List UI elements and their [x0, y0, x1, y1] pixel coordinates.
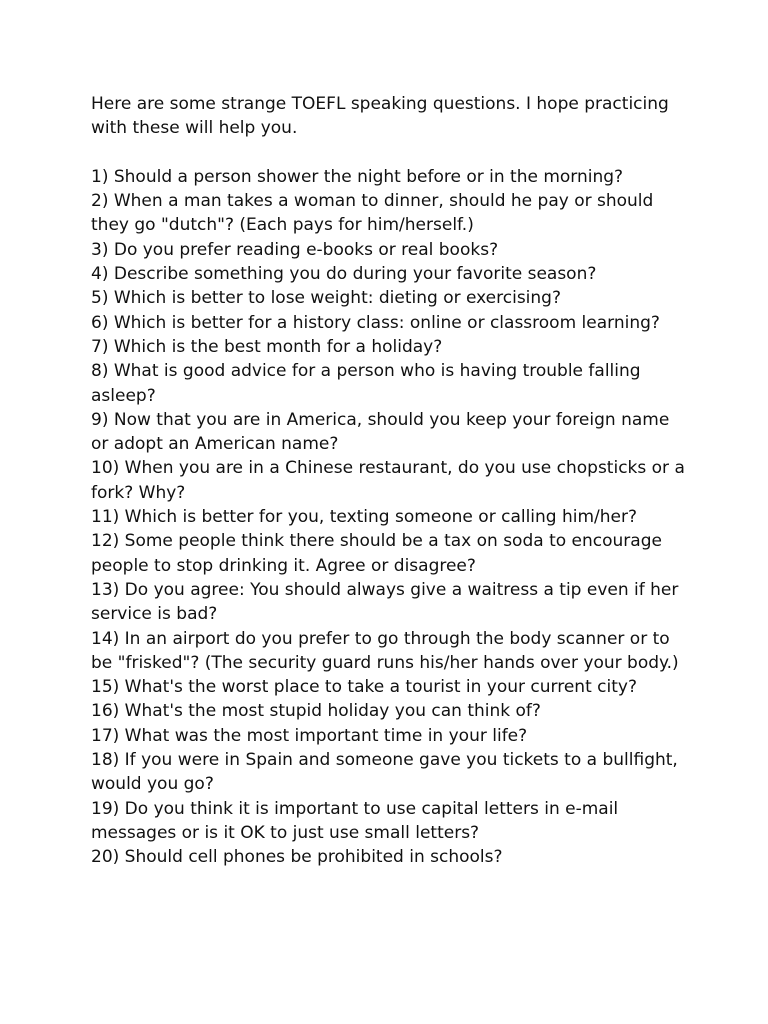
question-item: 3) Do you prefer reading e-books or real books?	[91, 239, 499, 260]
question-item: 11) Which is better for you, texting someone or calling him/her?	[91, 507, 638, 528]
question-item: 5) Which is better to lose weight: dieting or exercising?	[91, 288, 561, 309]
question-item: 17) What was the most important time in your life?	[91, 725, 528, 746]
question-item: 18) If you were in Spain and someone gave you tickets to a bullfight, would you go?	[91, 750, 678, 795]
question-item: 10) When you are in a Chinese restaurant, do you use chopsticks or a fork? Why?	[91, 458, 685, 503]
intro-paragraph: Here are some strange TOEFL speaking questions. I hope practicing with these will help you.	[91, 94, 669, 139]
question-item: 7) Which is the best month for a holiday?	[91, 336, 443, 357]
question-item: 15) What's the worst place to take a tourist in your current city?	[91, 677, 637, 698]
document-body	[91, 92, 691, 870]
question-item: 19) Do you think it is important to use capital letters in e-mail messages or is it OK to just use small letters?	[91, 798, 619, 843]
question-item: 13) Do you agree: You should always give a waitress a tip even if her service is bad?	[91, 579, 679, 625]
question-item: 16) What's the most stupid holiday you can think of?	[91, 701, 541, 722]
question-item: 1) Should a person shower the night before or in the morning?	[91, 166, 624, 187]
question-item: 9) Now that you are in America, should you keep your foreign name or adopt an American name?	[91, 409, 670, 455]
question-item: 8) What is good advice for a person who is having trouble falling asleep?	[91, 361, 641, 406]
question-item: 12) Some people think there should be a tax on soda to encourage people to stop drinking it. Agree or disagree?	[91, 531, 662, 576]
question-item: 2) When a man takes a woman to dinner, should he pay or should they go "dutch"? (Each pays for him/herself.)	[91, 191, 654, 236]
question-list	[91, 165, 691, 870]
question-item: 14) In an airport do you prefer to go through the body scanner or to be "frisked"? (The security guard runs his/her hands over your body.)	[91, 628, 679, 673]
question-item: 6) Which is better for a history class: online or classroom learning?	[91, 312, 660, 333]
question-item: 4) Describe something you do during your favorite season?	[91, 264, 597, 285]
question-item: 20) Should cell phones be prohibited in schools?	[91, 847, 503, 868]
